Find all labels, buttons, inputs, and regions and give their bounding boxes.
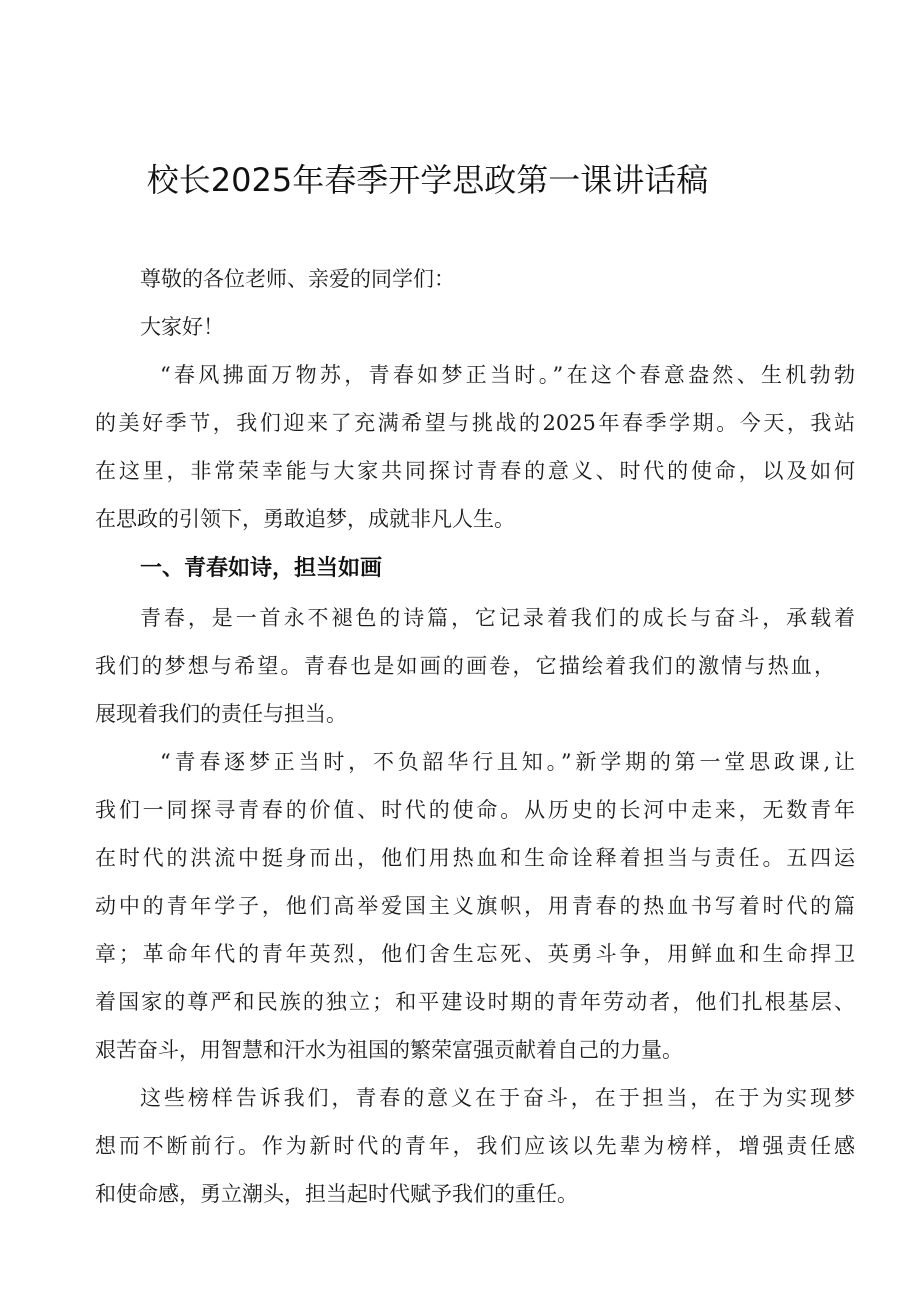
intro-line: 在思政的引领下，勇敢追梦，成就非凡人生。	[95, 507, 515, 531]
intro-line: 的美好季节，我们迎来了充满希望与挑战的2025年春季学期。今天，我站	[95, 411, 855, 435]
paragraph-line: “青春逐梦正当时，不负韶华行且知。”新学期的第一堂思政课,让	[160, 750, 855, 774]
greeting: 大家好！	[140, 315, 224, 339]
salutation: 尊敬的各位老师、亲爱的同学们：	[140, 267, 455, 291]
paragraph-line: 我们的梦想与希望。青春也是如画的画卷，它描绘着我们的激情与热血，	[95, 654, 835, 678]
paragraph-line: 展现着我们的责任与担当。	[95, 702, 347, 726]
paragraph-line: 着国家的尊严和民族的独立；和平建设时期的青年劳动者，他们扎根基层、	[95, 990, 855, 1014]
paragraph-line: 这些榜样告诉我们，青春的意义在于奋斗，在于担当，在于为实现梦	[140, 1086, 855, 1110]
paragraph-line: 动中的青年学子，他们高举爱国主义旗帜，用青春的热血书写着时代的篇	[95, 894, 855, 918]
intro-line: 在这里，非常荣幸能与大家共同探讨青春的意义、时代的使命，以及如何	[95, 459, 855, 483]
paragraph-line: 在时代的洪流中挺身而出，他们用热血和生命诠释着担当与责任。五四运	[95, 846, 855, 870]
paragraph-line: 艰苦奋斗，用智慧和汗水为祖国的繁荣富强贡献着自己的力量。	[95, 1038, 683, 1062]
paragraph-line: 章；革命年代的青年英烈，他们舍生忘死、英勇斗争，用鲜血和生命捍卫	[95, 942, 855, 966]
page-title: 校长2025年春季开学思政第一课讲话稿	[146, 161, 709, 199]
paragraph-line: 青春，是一首永不褪色的诗篇，它记录着我们的成长与奋斗，承载着	[140, 606, 855, 630]
paragraph-line: 想而不断前行。作为新时代的青年，我们应该以先辈为榜样，增强责任感	[95, 1134, 855, 1158]
paragraph-line: 我们一同探寻青春的价值、时代的使命。从历史的长河中走来，无数青年	[95, 798, 855, 822]
intro-line: “春风拂面万物苏，青春如梦正当时。”在这个春意盎然、生机勃勃	[160, 363, 855, 387]
section-heading: 一、青春如诗，担当如画	[140, 556, 383, 581]
paragraph-line: 和使命感，勇立潮头，担当起时代赋予我们的重任。	[95, 1182, 578, 1206]
